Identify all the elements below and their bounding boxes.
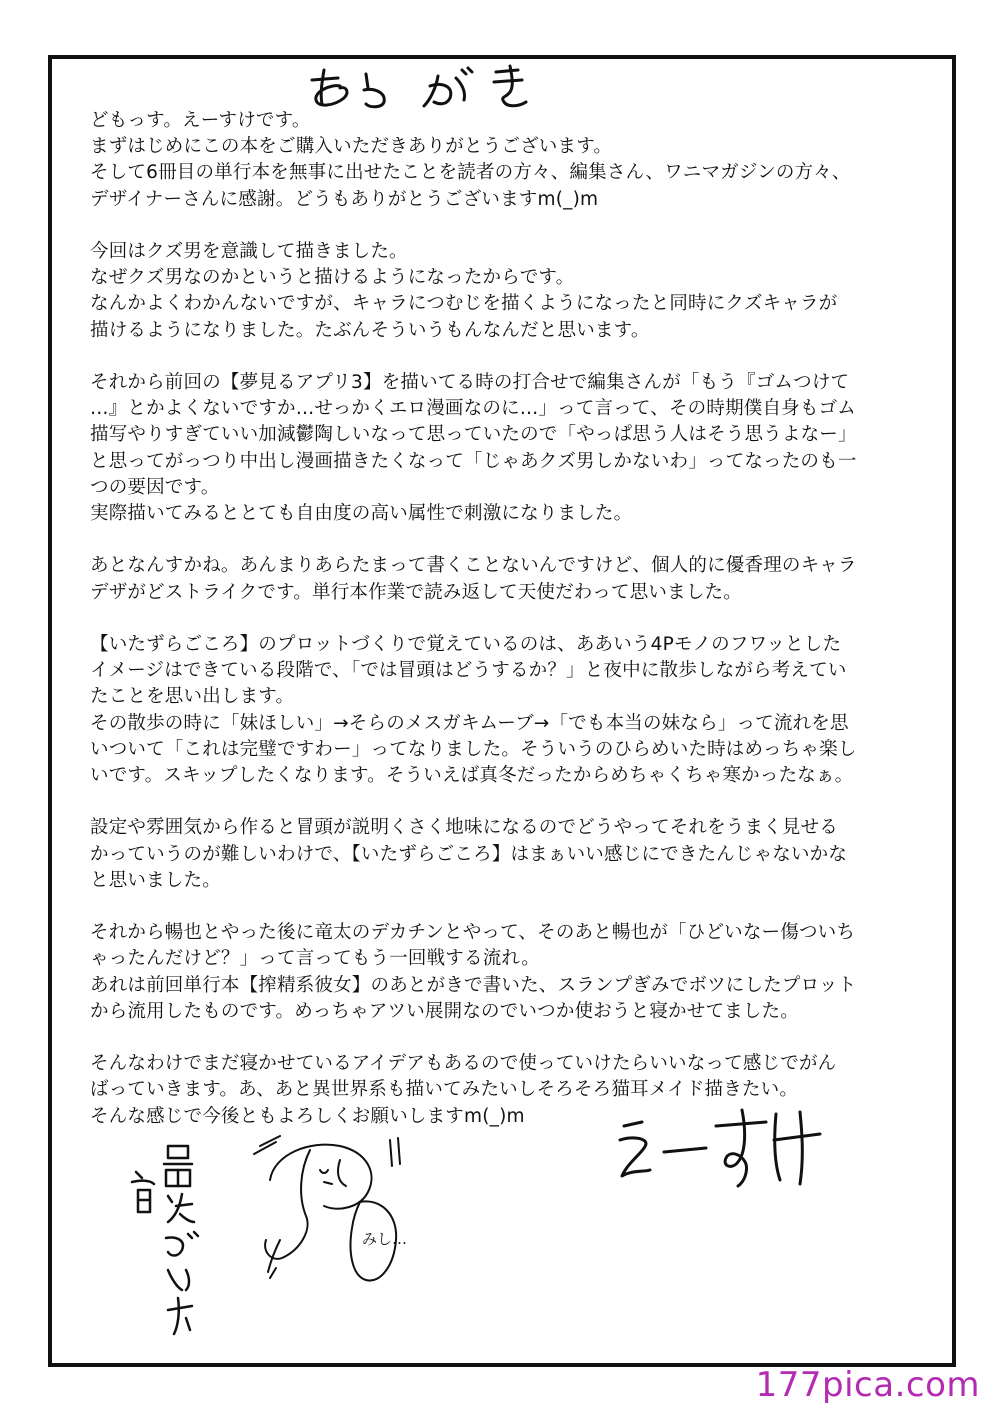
site-watermark: 177pica.com [755,1365,980,1405]
paragraph-greeting [90,108,870,213]
text-line: そして6冊目の単行本を無事に出せたことを読者の方々、編集さん、ワニマガジンの方々、 [90,162,851,184]
text-line: それから暢也とやった後に竜太のデカチンとやって、そのあと暢也が「ひどいなー傷ついち [90,922,856,944]
afterword-body [90,108,870,1130]
doodle-drawing [240,1120,420,1290]
text-line: ゃったんだけど？」って言ってもう一回戦する流れ。 [90,948,540,970]
text-line: 今回はクズ男を意識して描きました。 [90,241,408,262]
handwritten-title [300,62,560,112]
text-line: から流用したものです。めっちゃアツい展開なのでいつか使おうと寝かせてました。 [90,1000,799,1022]
paragraph-setup [90,815,870,894]
text-line: あとなんすかね。あんまりあらたまって書くことないんですけど、個人的に優香理のキャラ [90,555,857,577]
paragraph-theme [90,239,870,344]
text-line: と思いました。 [90,869,221,891]
text-line: まずはじめにこの本をご購入いただきありがとうございます。 [90,136,613,158]
paragraph-plot [90,632,870,789]
text-line: たことを思い出します。 [90,686,295,708]
text-line: ばっていきます。あ、あと異世界系も描いてみたいしそろそろ猫耳メイド描きたい。 [90,1079,799,1101]
text-line: 設定や雰囲気から作ると冒頭が説明くさく地味になるのでどうやってそれをうまく見せる [90,817,839,839]
paragraph-flow [90,920,870,1025]
text-line: 描けるようになりました。たぶんそういうもんなんだと思います。 [90,319,650,341]
text-line: あれは前回単行本【搾精系彼女】のあとがきで書いた、スランプぎみでボツにしたプロット [90,974,857,996]
paragraph-reason [90,370,870,527]
text-line: そんな感じで今後ともよろしくお願いしますm(_)m [90,1105,525,1127]
handwritten-note [120,1140,210,1340]
text-line: なんかよくわかんないですが、キャラにつむじを描くようになったと同時にクズキャラが [90,293,838,315]
text-line: 描写やりすぎていい加減鬱陶しいなって思っていたので「やっぱ思う人はそう思うよなー」 [90,424,857,446]
author-signature [610,1100,830,1190]
text-line: いついて「これは完璧ですわー」ってなりました。そういうのひらめいた時はめっちゃ楽し [90,738,857,760]
text-line: かっていうのが難しいわけで、【いたずらごころ】はまぁいい感じにできたんじゃないかな [90,843,848,865]
text-line: なぜクズ男なのかというと描けるようになったからです。 [90,267,575,289]
text-line: デザイナーさんに感謝。どうもありがとうございますm(_)m [90,188,599,210]
afterword-title [300,62,560,112]
text-line: どもっす。えーすけです。 [90,110,311,131]
text-line: その散歩の時に「妹ほしい」→そらのメスガキムーブ→「でも本当の妹なら」って流れを思 [90,712,849,734]
speech-bubble-text: みし… [362,1230,408,1248]
text-line: イメージはできている段階で、「では冒頭はどうするか？」と夜中に散歩しながら考えてい [90,660,847,682]
signature-drawing [610,1100,830,1190]
text-line: それから前回の【夢見るアプリ3】を描いてる時の打合せで編集さんが「もう『ゴムつけて [90,372,850,393]
text-line: と思ってがっつり中出し漫画描きたくなって「じゃあクズ男しかないわ」ってなったのも一 [90,450,857,472]
character-doodle [240,1120,420,1290]
paragraph-character [90,553,870,605]
text-line: デザがどストライクです。単行本作業で読み返して天使だわって思いました。 [90,581,742,603]
scribble-drawing [120,1140,210,1340]
text-line: 実際描いてみるととても自由度の高い属性で刺激になりました。 [90,503,633,525]
text-line: 【いたずらごころ】のプロットづくりで覚えているのは、ああいう4Pモノのフワッとした [90,634,842,655]
text-line: つの要因です。 [90,476,220,498]
text-line: そんなわけでまだ寝かせているアイデアもあるので使っていけたらいいなって感じでがん [90,1053,837,1075]
text-line: …』とかよくないですか…せっかくエロ漫画なのに…」って言って、その時期僕自身もゴム [90,398,856,420]
text-line: いです。スキップしたくなります。そういえば真冬だったからめちゃくちゃ寒かったなぁ。 [90,765,854,787]
